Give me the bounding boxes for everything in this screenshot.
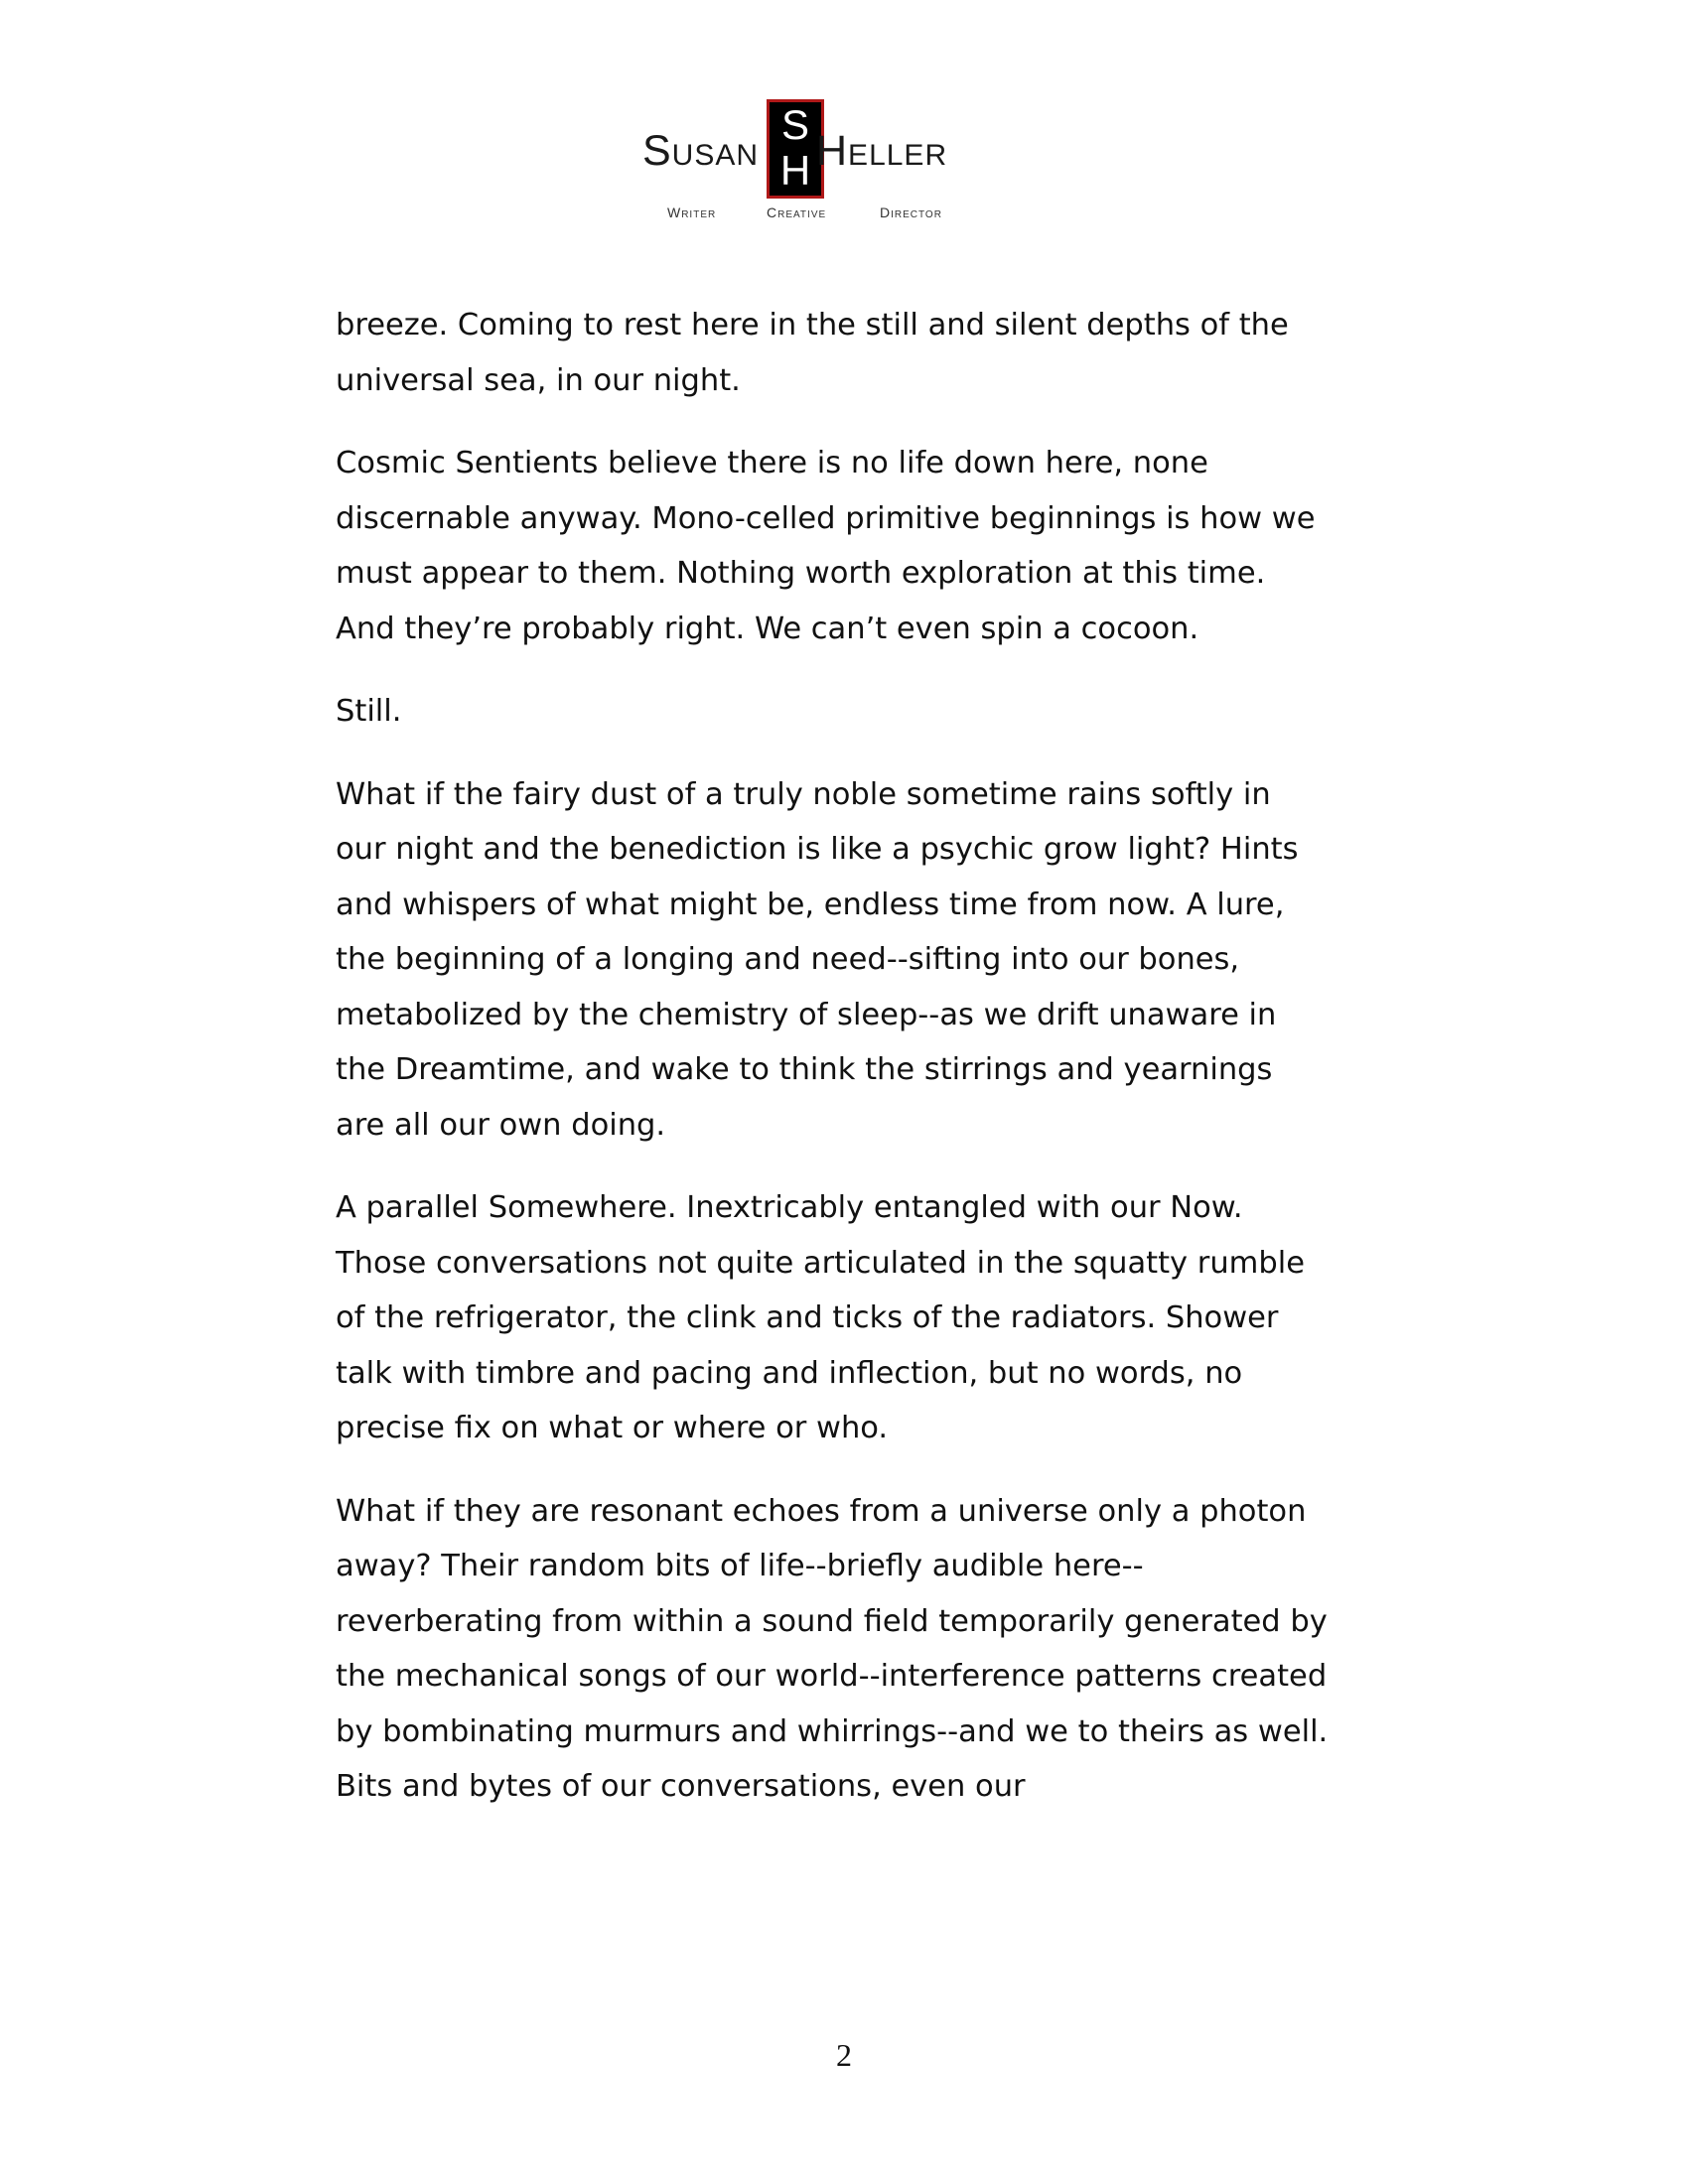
letterhead-last-name: Heller: [816, 127, 948, 175]
paragraph: What if the fairy dust of a truly noble sometime rains softly in our night and the benediction is like a psychic grow light? Hints and whispers of what might be, endless time from now. A lure, the beginning of a longing and need--sifting into our bones, metabolized by the chemistry of sleep--as we drift unaware in the Dreamtime, and wake to think the stirrings and yearnings are all our own doing.: [336, 776, 1299, 1143]
page-number: 2: [836, 2037, 852, 2073]
paragraph: Cosmic Sentients believe there is no life down here, none discernable anyway. Mono-celled primitive beginnings is how we must appear to them. Nothing worth exploration at this time. And they’re probably right. We can’t even spin a cocoon.: [336, 446, 1316, 646]
monogram-letter-top: S: [780, 101, 809, 148]
paragraph: Still.: [336, 694, 402, 729]
monogram-letter-bottom: H: [779, 147, 811, 194]
document-body: [336, 298, 1329, 1843]
paragraph: What if they are resonant echoes from a universe only a photon away? Their random bits of life--briefly audible here--reverberating from within a sound field temporarily generated by the mechanical songs of our world--interference patterns created by bombinating murmurs and whirrings--and we to theirs as well. Bits and bytes of our conversations, even our: [336, 1493, 1329, 1804]
tagline-director: Director: [880, 205, 942, 220]
paragraph: A parallel Somewhere. Inextricably entangled with our Now. Those conversations not quite articulated in the squatty rumble of the refrigerator, the clink and ticks of the radiators. Shower talk with timbre and pacing and inflection, but no words, no precise fix on what or where or who.: [336, 1190, 1305, 1445]
paragraph: breeze. Coming to rest here in the still and silent depths of the universal sea, in our night.: [336, 308, 1289, 398]
letterhead-first-name: Susan: [641, 127, 759, 175]
letterhead: [0, 99, 1688, 228]
tagline-creative: Creative: [767, 205, 827, 220]
tagline-writer: Writer: [667, 205, 717, 220]
